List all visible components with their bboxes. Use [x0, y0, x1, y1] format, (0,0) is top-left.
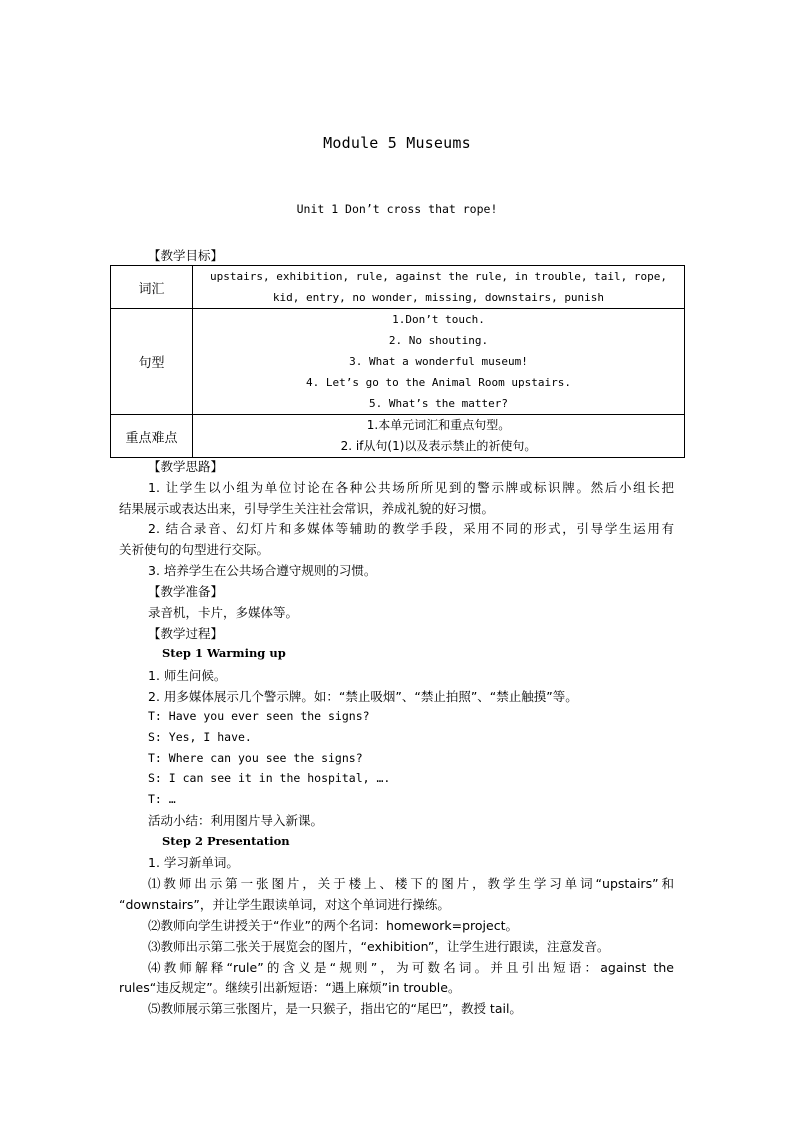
- dialogue-line: T: Have you ever seen the signs?: [148, 709, 370, 723]
- ideas-paragraph: 3. 培养学生在公共场合遵守规则的习惯。: [148, 563, 377, 578]
- list-item: 1. 学习新单词。: [148, 855, 239, 870]
- list-item-cont: “downstairs”，并让学生跟读单词，对这个单词进行操练。: [119, 897, 450, 912]
- list-item-cont: rules“违反规定”。继续引出新短语：“遇上麻烦”in trouble。: [119, 980, 461, 995]
- list-item: 2. 用多媒体展示几个警示牌。如：“禁止吸烟”、“禁止拍照”、“禁止触摸”等。: [148, 689, 578, 704]
- ideas-paragraph: 1. 让学生以小组为单位讨论在各种公共场所所见到的警示牌或标识牌。然后小组长把: [148, 480, 674, 495]
- dialogue-line: S: I can see it in the hospital, ….: [148, 771, 391, 785]
- content-line: 2. if从句(1)以及表示禁止的祈使句。: [340, 439, 537, 453]
- list-item: ⑶教师出示第二张关于展览会的图片，“exhibition”，让学生进行跟读，注意发音。: [148, 939, 610, 954]
- dialogue-line: T: Where can you see the signs?: [148, 751, 363, 765]
- dialogue-line: S: Yes, I have.: [148, 730, 252, 744]
- ideas-paragraph: 2. 结合录音、幻灯片和多媒体等辅助的教学手段，采用不同的形式，引导学生运用有: [148, 521, 674, 536]
- row-label: 句型: [111, 309, 193, 415]
- list-item: ⑵教师向学生讲授关于“作业”的两个名词：homework=project。: [148, 918, 518, 933]
- content-line: 3. What a wonderful museum!: [349, 355, 528, 368]
- goals-heading: 【教学目标】: [148, 248, 224, 263]
- content-line: 5. What’s the matter?: [368, 397, 509, 410]
- list-item: ⑴教师出示第一张图片，关于楼上、楼下的图片，教学生学习单词“upstairs”和: [148, 876, 674, 891]
- ideas-paragraph-cont: 关祈使句的句型进行交际。: [119, 542, 270, 557]
- list-item: 1. 师生问候。: [148, 668, 227, 683]
- list-item: ⑷教师解释“rule”的含义是“规则”，为可数名词。并且引出短语：against the: [148, 960, 674, 975]
- goals-table: [110, 265, 685, 458]
- dialogue-line: T: …: [148, 792, 176, 806]
- step-2-heading: Step 2 Presentation: [162, 834, 290, 848]
- row-content: [193, 415, 685, 458]
- table-row: [111, 309, 685, 415]
- ideas-paragraph-cont: 结果展示或表达出来，引导学生关注社会常识，养成礼貌的好习惯。: [119, 501, 495, 516]
- unit-title: Unit 1 Don’t cross that rope!: [296, 202, 498, 216]
- content-line: 1.本单元词汇和重点句型。: [366, 418, 511, 432]
- prep-text: 录音机，卡片，多媒体等。: [148, 605, 299, 620]
- ideas-heading: 【教学思路】: [148, 459, 224, 474]
- step-1-heading: Step 1 Warming up: [162, 646, 286, 660]
- list-item: ⑸教师展示第三张图片，是一只猴子，指出它的“尾巴”，教授 tail。: [148, 1001, 522, 1016]
- row-label: 词汇: [111, 266, 193, 309]
- content-line: 4. Let’s go to the Animal Room upstairs.: [306, 376, 571, 389]
- content-line: upstairs, exhibition, rule, against the rule, in trouble, tail, rope,: [210, 270, 667, 283]
- row-content: [193, 266, 685, 309]
- table-row: [111, 415, 685, 458]
- content-line: 1.Don’t touch.: [392, 313, 485, 326]
- prep-heading: 【教学准备】: [148, 584, 224, 599]
- module-title: Module 5 Museums: [323, 134, 471, 152]
- process-heading: 【教学过程】: [148, 626, 224, 641]
- activity-summary: 活动小结：利用图片导入新课。: [148, 813, 324, 828]
- row-content: [193, 309, 685, 415]
- content-line: 2. No shouting.: [388, 334, 489, 347]
- row-label: 重点难点: [111, 415, 193, 458]
- table-row: [111, 266, 685, 309]
- content-line: kid, entry, no wonder, missing, downstairs, punish: [272, 291, 605, 304]
